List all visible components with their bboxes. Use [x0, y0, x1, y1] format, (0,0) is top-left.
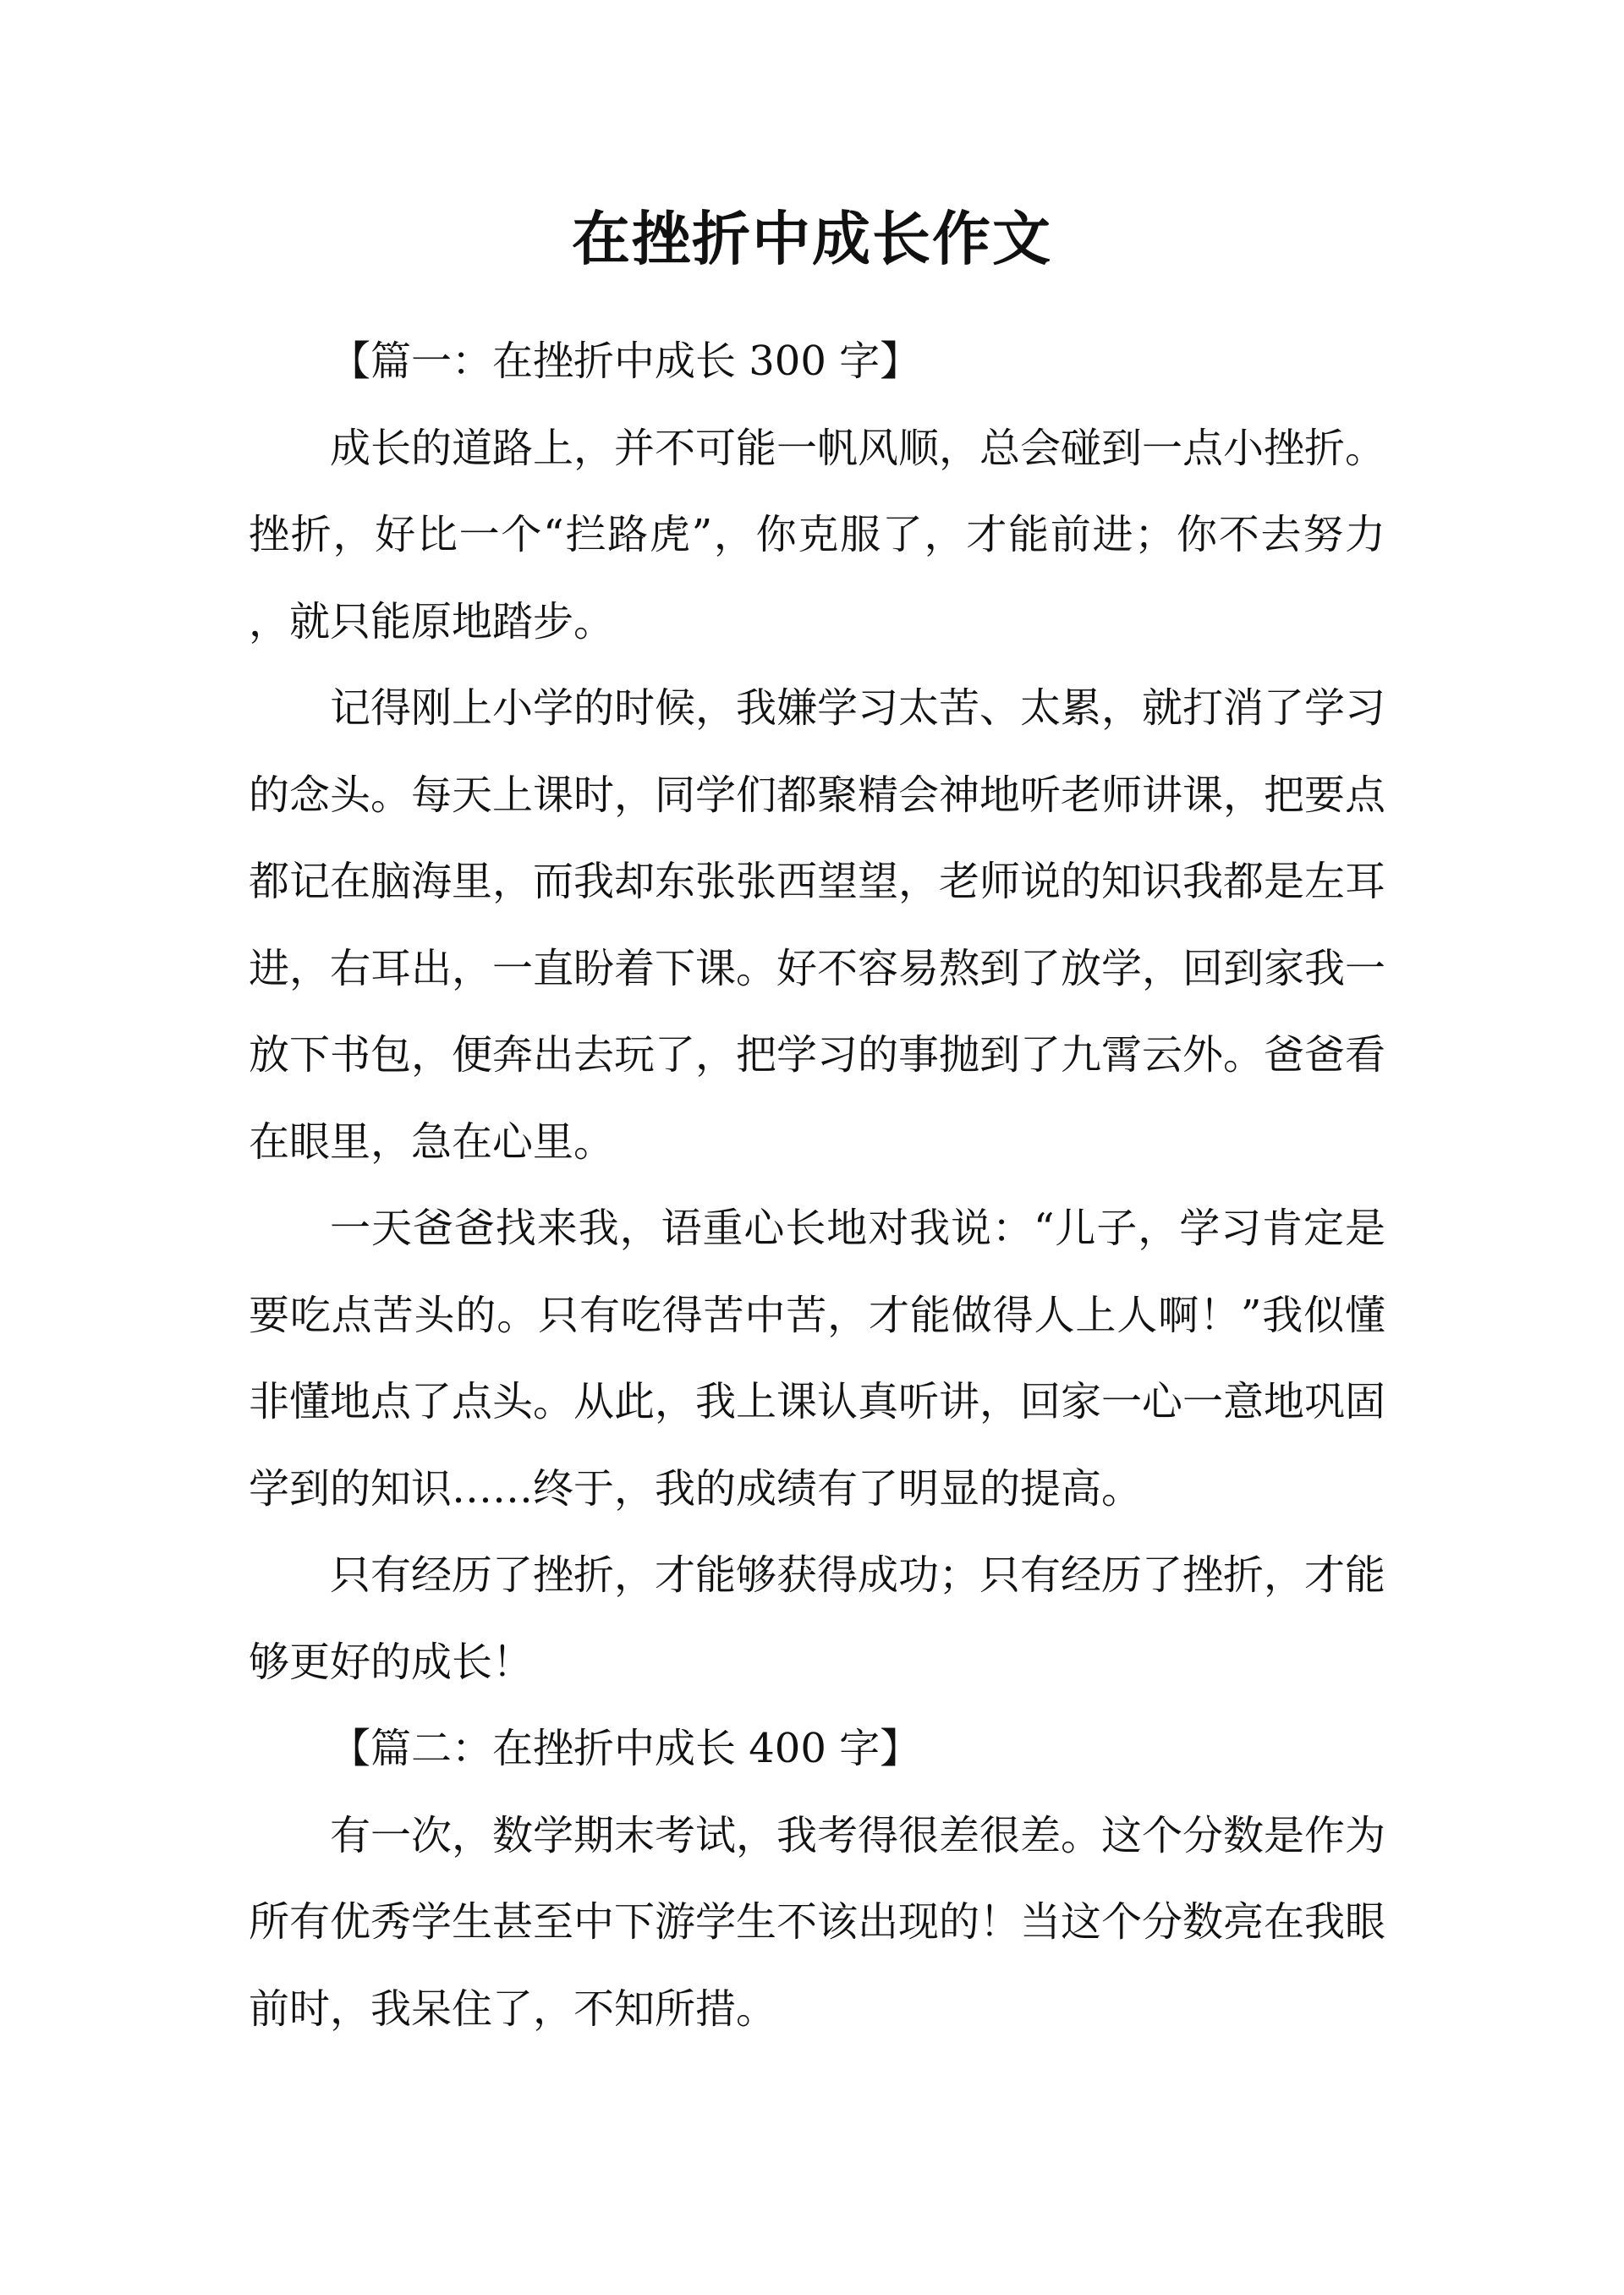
paragraph: 只有经历了挫折，才能够获得成功；只有经历了挫折，才能够更好的成长！	[249, 1551, 1386, 1686]
paragraph: 记得刚上小学的时候，我嫌学习太苦、太累，就打消了学习的念头。每天上课时，同学们都聚精会神地听老师讲课，把要点都记在脑海里，而我却东张张西望望，老师说的知识我都是左耳进，右耳出，一直盼着下课。好不容易熬到了放学，回到家我一放下书包，便奔出去玩了，把学习的事抛到了九霄云外。爸爸看在眼里，急在心里。	[249, 684, 1386, 1166]
document-body	[249, 318, 1385, 2052]
paragraph: 有一次，数学期末考试，我考得很差很差。这个分数是作为所有优秀学生甚至中下游学生不该出现的！当这个分数亮在我眼前时，我呆住了，不知所措。	[249, 1811, 1386, 2033]
paragraph: 一天爸爸找来我，语重心长地对我说：“儿子，学习肯定是要吃点苦头的。只有吃得苦中苦，才能做得人上人啊！”我似懂非懂地点了点头。从此，我上课认真听讲，回家一心一意地巩固学到的知识……终于，我的成绩有了明显的提高。	[249, 1205, 1386, 1513]
section-heading: 【篇二：在挫折中成长 400 字】	[330, 1725, 921, 1772]
paragraph: 成长的道路上，并不可能一帆风顺，总会碰到一点小挫折。挫折，好比一个“拦路虎”，你克服了，才能前进；你不去努力，就只能原地踏步。	[249, 424, 1386, 645]
document-title: 在挫折中成长作文	[572, 206, 1052, 273]
section-heading: 【篇一：在挫折中成长 300 字】	[330, 338, 921, 385]
section-2	[249, 1705, 1385, 2052]
section-1	[249, 318, 1385, 1705]
